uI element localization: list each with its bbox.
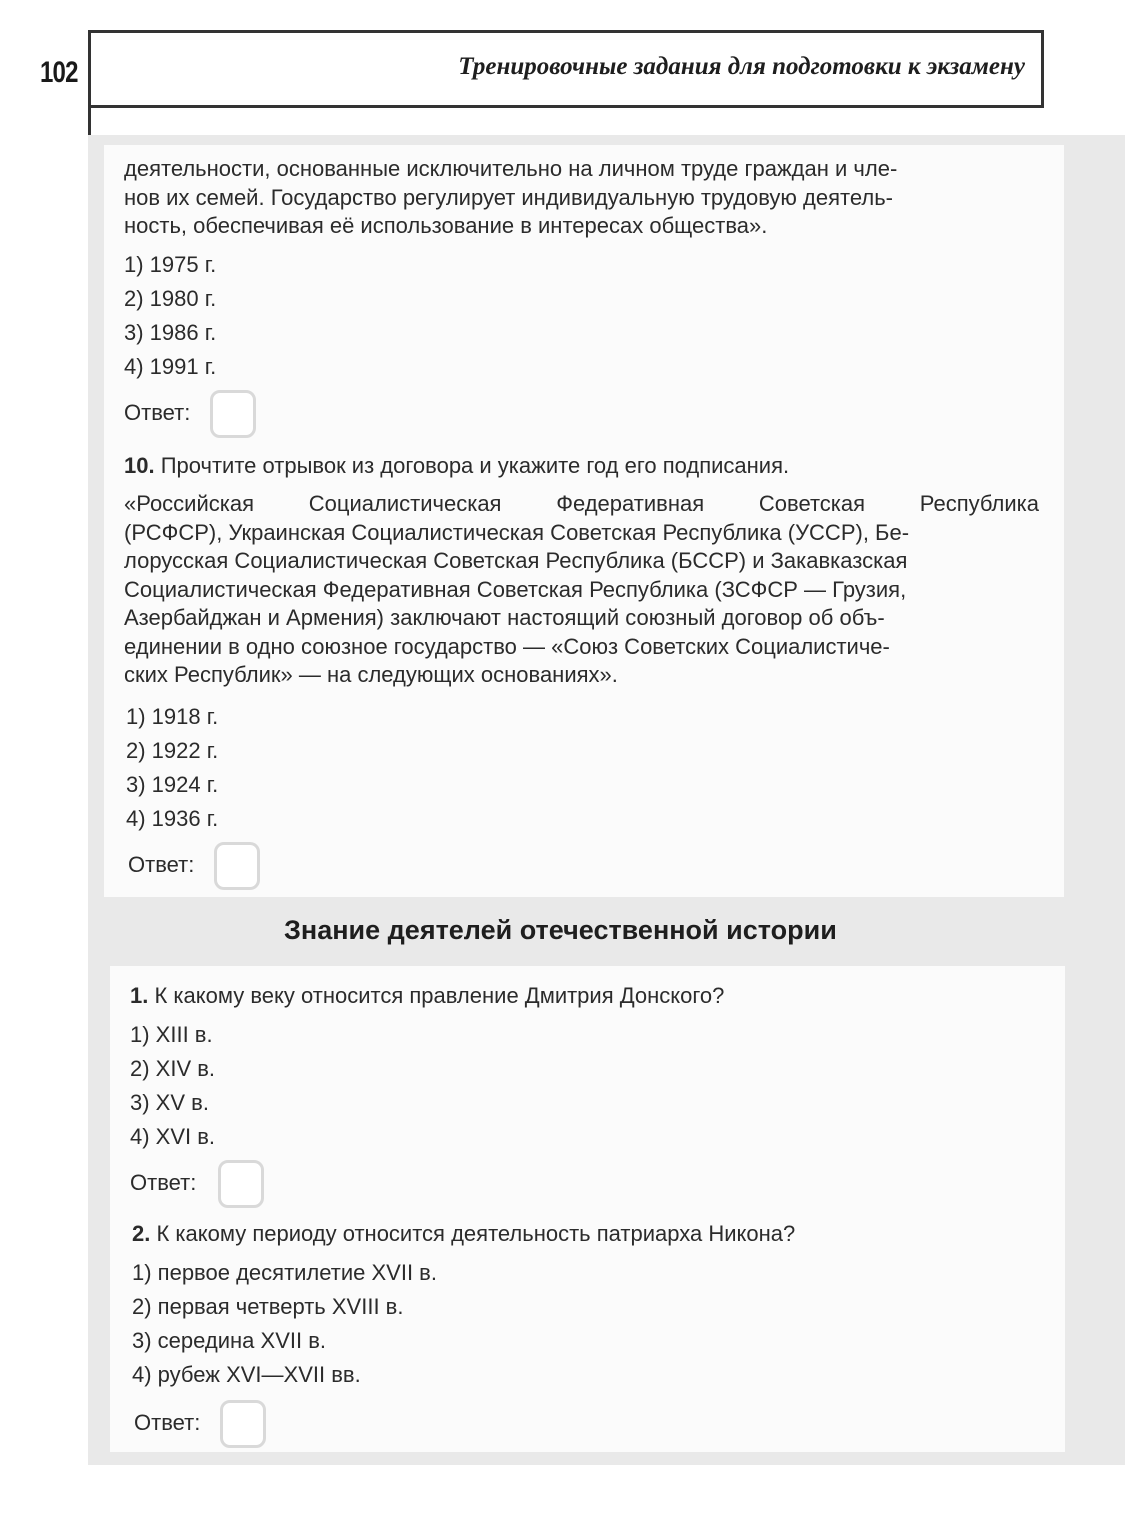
answer-label: Ответ: [134,1410,201,1435]
question-prompt: Прочтите отрывок из договора и укажите год его подписания. [160,453,790,478]
option-3[interactable]: 3) 1986 г. [124,320,217,345]
question-prompt: К какому периоду относится деятельность патриарха Никона? [156,1221,796,1246]
option-3[interactable]: 3) 1924 г. [126,772,219,797]
text-line: деятельности, основанные исключительно на личном труде граждан и чле- [124,156,898,181]
question-number: 2. [132,1221,151,1246]
text-line: (РСФСР), Украинская Социалистическая Советская Республика (УССР), Бе- [124,519,910,545]
question-1-prompt [130,982,1030,1011]
option-1[interactable]: 1) 1975 г. [124,252,217,277]
option-1[interactable]: 1) XIII в. [130,1022,213,1047]
option-2[interactable]: 2) 1922 г. [126,738,219,763]
question-10-prompt [124,452,1039,481]
answer-input-box[interactable] [214,842,260,890]
text-line: Азербайджан и Армения) заключают настоящий союзный договор об объ- [124,605,885,630]
answer-input-box[interactable] [210,390,256,438]
answer-label: Ответ: [130,1170,197,1195]
text-line: Социалистическая Федеративная Советская Республика (ЗСФСР — Грузия, [124,576,907,602]
page-number: 102 [40,56,78,89]
section-title: Знание деятелей отечественной истории [284,915,837,945]
text-line: ность, обеспечивая её использование в интересах общества». [124,213,768,238]
text-line: ских Республик» — на следующих основаниях». [124,662,618,687]
question-2-prompt [132,1220,1032,1249]
answer-label: Ответ: [124,400,191,425]
text-line: «Российская Социалистическая Федеративная Советская Республика [124,491,1039,516]
option-4[interactable]: 4) 1936 г. [126,806,219,831]
question-number: 1. [130,983,149,1008]
question-number: 10. [124,453,155,478]
option-4[interactable]: 4) XVI в. [130,1124,216,1149]
text-line: нов их семей. Государство регулирует индивидуальную трудовую деятель- [124,184,893,210]
option-3[interactable]: 3) середина XVII в. [132,1328,327,1353]
option-1[interactable]: 1) 1918 г. [126,704,219,729]
answer-label: Ответ: [128,852,195,877]
text-line: лорусская Социалистическая Советская Республика (БССР) и Закавказская [124,548,908,573]
option-3[interactable]: 3) XV в. [130,1090,209,1115]
running-title: Тренировочные задания для подготовки к экзамену [458,53,1025,80]
question-9-text [124,155,1039,241]
question-10-excerpt [124,490,1039,690]
option-4[interactable]: 4) рубеж XVI—XVII вв. [132,1362,361,1387]
option-2[interactable]: 2) 1980 г. [124,286,217,311]
option-4[interactable]: 4) 1991 г. [124,354,217,379]
question-prompt: К какому веку относится правление Дмитрия Донского? [154,983,725,1008]
option-1[interactable]: 1) первое десятилетие XVII в. [132,1260,437,1285]
running-header [88,30,1044,108]
answer-input-box[interactable] [218,1160,264,1208]
option-2[interactable]: 2) первая четверть XVIII в. [132,1294,404,1319]
option-2[interactable]: 2) XIV в. [130,1056,216,1081]
text-line: единении в одно союзное государство — «Союз Советских Социалистиче- [124,633,890,659]
header-rule [88,100,91,138]
answer-input-box[interactable] [220,1400,266,1448]
